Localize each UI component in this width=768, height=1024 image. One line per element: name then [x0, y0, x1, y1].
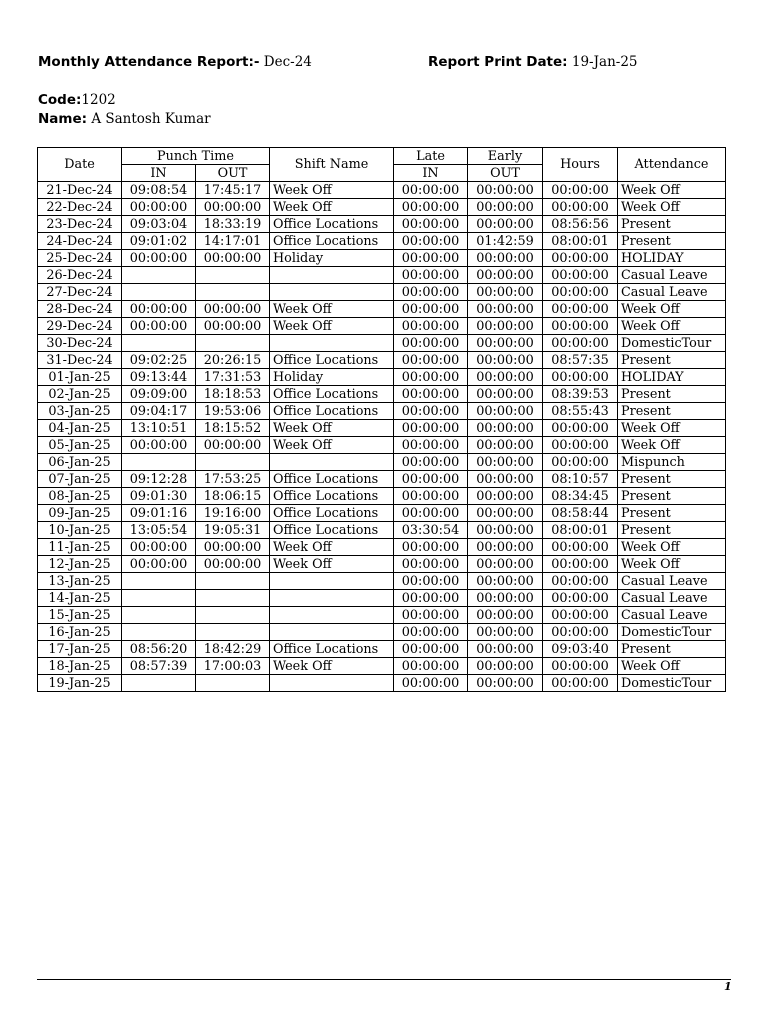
cell-shift-name	[270, 335, 394, 352]
cell-hours: 00:00:00	[543, 454, 618, 471]
cell-shift-name	[270, 573, 394, 590]
cell-hours: 08:56:56	[543, 216, 618, 233]
table-row	[38, 556, 726, 573]
cell-punch-out: 14:17:01	[196, 233, 270, 250]
cell-punch-out	[196, 284, 270, 301]
cell-early-out: 00:00:00	[468, 369, 543, 386]
cell-attendance: Mispunch	[618, 454, 726, 471]
cell-punch-in	[122, 284, 196, 301]
cell-late-in: 00:00:00	[394, 318, 468, 335]
cell-punch-out: 00:00:00	[196, 250, 270, 267]
report-title-label: Monthly Attendance Report:-	[38, 54, 260, 70]
cell-punch-in	[122, 590, 196, 607]
cell-attendance: HOLIDAY	[618, 369, 726, 386]
cell-punch-in: 09:08:54	[122, 182, 196, 199]
cell-attendance: DomesticTour	[618, 335, 726, 352]
cell-late-in: 00:00:00	[394, 488, 468, 505]
header-date: Date	[38, 148, 122, 182]
cell-shift-name: Week Off	[270, 539, 394, 556]
cell-punch-out	[196, 335, 270, 352]
cell-attendance: Casual Leave	[618, 284, 726, 301]
cell-shift-name: Office Locations	[270, 233, 394, 250]
cell-punch-out: 17:00:03	[196, 658, 270, 675]
cell-date: 13-Jan-25	[38, 573, 122, 590]
header-early: Early	[468, 148, 543, 165]
cell-punch-out: 19:16:00	[196, 505, 270, 522]
attendance-table-body	[38, 182, 726, 692]
cell-shift-name: Office Locations	[270, 641, 394, 658]
cell-date: 24-Dec-24	[38, 233, 122, 250]
cell-date: 08-Jan-25	[38, 488, 122, 505]
header-early-out: OUT	[468, 165, 543, 182]
cell-punch-out: 17:31:53	[196, 369, 270, 386]
cell-late-in: 00:00:00	[394, 505, 468, 522]
cell-date: 07-Jan-25	[38, 471, 122, 488]
cell-hours: 00:00:00	[543, 675, 618, 692]
cell-early-out: 01:42:59	[468, 233, 543, 250]
cell-punch-out: 19:53:06	[196, 403, 270, 420]
cell-punch-out	[196, 590, 270, 607]
cell-punch-in: 00:00:00	[122, 199, 196, 216]
cell-late-in: 03:30:54	[394, 522, 468, 539]
cell-punch-out: 18:18:53	[196, 386, 270, 403]
cell-date: 19-Jan-25	[38, 675, 122, 692]
cell-punch-out: 19:05:31	[196, 522, 270, 539]
table-row	[38, 607, 726, 624]
report-print-date	[428, 54, 638, 70]
cell-attendance: DomesticTour	[618, 624, 726, 641]
cell-date: 03-Jan-25	[38, 403, 122, 420]
cell-attendance: Casual Leave	[618, 267, 726, 284]
cell-date: 01-Jan-25	[38, 369, 122, 386]
cell-date: 26-Dec-24	[38, 267, 122, 284]
cell-hours: 00:00:00	[543, 573, 618, 590]
cell-hours: 00:00:00	[543, 335, 618, 352]
cell-shift-name: Office Locations	[270, 386, 394, 403]
cell-shift-name: Week Off	[270, 318, 394, 335]
cell-late-in: 00:00:00	[394, 539, 468, 556]
cell-attendance: Present	[618, 471, 726, 488]
cell-hours: 00:00:00	[543, 658, 618, 675]
cell-shift-name	[270, 267, 394, 284]
cell-late-in: 00:00:00	[394, 658, 468, 675]
cell-punch-in: 09:09:00	[122, 386, 196, 403]
report-title	[38, 54, 312, 70]
cell-late-in: 00:00:00	[394, 199, 468, 216]
cell-date: 27-Dec-24	[38, 284, 122, 301]
cell-late-in: 00:00:00	[394, 250, 468, 267]
cell-shift-name: Office Locations	[270, 352, 394, 369]
cell-punch-in	[122, 573, 196, 590]
cell-attendance: Present	[618, 233, 726, 250]
cell-attendance: Present	[618, 641, 726, 658]
cell-early-out: 00:00:00	[468, 335, 543, 352]
cell-date: 25-Dec-24	[38, 250, 122, 267]
cell-attendance: Present	[618, 403, 726, 420]
cell-hours: 08:10:57	[543, 471, 618, 488]
cell-punch-in: 09:01:02	[122, 233, 196, 250]
cell-early-out: 00:00:00	[468, 420, 543, 437]
cell-punch-in	[122, 607, 196, 624]
cell-early-out: 00:00:00	[468, 522, 543, 539]
cell-punch-in: 13:05:54	[122, 522, 196, 539]
cell-date: 29-Dec-24	[38, 318, 122, 335]
cell-late-in: 00:00:00	[394, 437, 468, 454]
cell-punch-out: 17:53:25	[196, 471, 270, 488]
cell-punch-in: 00:00:00	[122, 556, 196, 573]
table-row	[38, 624, 726, 641]
cell-date: 10-Jan-25	[38, 522, 122, 539]
table-row	[38, 369, 726, 386]
cell-shift-name	[270, 454, 394, 471]
cell-early-out: 00:00:00	[468, 301, 543, 318]
header-late: Late	[394, 148, 468, 165]
cell-punch-in: 08:56:20	[122, 641, 196, 658]
cell-early-out: 00:00:00	[468, 539, 543, 556]
cell-punch-out	[196, 675, 270, 692]
cell-early-out: 00:00:00	[468, 318, 543, 335]
cell-early-out: 00:00:00	[468, 182, 543, 199]
cell-late-in: 00:00:00	[394, 590, 468, 607]
cell-late-in: 00:00:00	[394, 624, 468, 641]
table-row	[38, 267, 726, 284]
table-row	[38, 471, 726, 488]
table-row	[38, 284, 726, 301]
cell-punch-out: 18:06:15	[196, 488, 270, 505]
cell-hours: 00:00:00	[543, 607, 618, 624]
cell-early-out: 00:00:00	[468, 556, 543, 573]
cell-attendance: Week Off	[618, 437, 726, 454]
cell-date: 18-Jan-25	[38, 658, 122, 675]
cell-early-out: 00:00:00	[468, 250, 543, 267]
cell-late-in: 00:00:00	[394, 369, 468, 386]
cell-punch-out	[196, 267, 270, 284]
cell-shift-name: Office Locations	[270, 522, 394, 539]
cell-shift-name: Week Off	[270, 658, 394, 675]
table-row	[38, 403, 726, 420]
table-row	[38, 539, 726, 556]
cell-shift-name: Office Locations	[270, 216, 394, 233]
cell-shift-name: Office Locations	[270, 488, 394, 505]
cell-attendance: Casual Leave	[618, 590, 726, 607]
cell-late-in: 00:00:00	[394, 607, 468, 624]
cell-late-in: 00:00:00	[394, 471, 468, 488]
cell-punch-in	[122, 454, 196, 471]
table-row	[38, 301, 726, 318]
table-row	[38, 199, 726, 216]
employee-code	[38, 92, 116, 108]
table-row	[38, 658, 726, 675]
cell-hours: 00:00:00	[543, 556, 618, 573]
cell-hours: 00:00:00	[543, 182, 618, 199]
cell-early-out: 00:00:00	[468, 386, 543, 403]
cell-shift-name	[270, 675, 394, 692]
cell-early-out: 00:00:00	[468, 454, 543, 471]
cell-date: 09-Jan-25	[38, 505, 122, 522]
cell-late-in: 00:00:00	[394, 284, 468, 301]
cell-shift-name: Week Off	[270, 556, 394, 573]
cell-date: 16-Jan-25	[38, 624, 122, 641]
cell-late-in: 00:00:00	[394, 573, 468, 590]
cell-date: 04-Jan-25	[38, 420, 122, 437]
employee-name	[38, 111, 211, 127]
cell-hours: 00:00:00	[543, 318, 618, 335]
cell-punch-in	[122, 675, 196, 692]
cell-attendance: Week Off	[618, 182, 726, 199]
cell-hours: 08:34:45	[543, 488, 618, 505]
cell-early-out: 00:00:00	[468, 675, 543, 692]
cell-punch-in: 09:01:16	[122, 505, 196, 522]
cell-late-in: 00:00:00	[394, 352, 468, 369]
cell-punch-out: 17:45:17	[196, 182, 270, 199]
cell-punch-out: 00:00:00	[196, 301, 270, 318]
cell-early-out: 00:00:00	[468, 624, 543, 641]
cell-early-out: 00:00:00	[468, 352, 543, 369]
cell-punch-in: 13:10:51	[122, 420, 196, 437]
table-row	[38, 182, 726, 199]
cell-date: 11-Jan-25	[38, 539, 122, 556]
name-value: A Santosh Kumar	[91, 111, 211, 127]
table-row	[38, 216, 726, 233]
cell-punch-out: 00:00:00	[196, 199, 270, 216]
cell-attendance: DomesticTour	[618, 675, 726, 692]
cell-shift-name: Holiday	[270, 369, 394, 386]
cell-attendance: Casual Leave	[618, 573, 726, 590]
report-month: Dec-24	[263, 54, 312, 70]
header-attendance: Attendance	[618, 148, 726, 182]
cell-date: 02-Jan-25	[38, 386, 122, 403]
cell-shift-name: Week Off	[270, 199, 394, 216]
cell-late-in: 00:00:00	[394, 267, 468, 284]
cell-date: 21-Dec-24	[38, 182, 122, 199]
cell-date: 14-Jan-25	[38, 590, 122, 607]
cell-early-out: 00:00:00	[468, 488, 543, 505]
table-row	[38, 454, 726, 471]
cell-attendance: Week Off	[618, 199, 726, 216]
cell-hours: 00:00:00	[543, 624, 618, 641]
cell-late-in: 00:00:00	[394, 301, 468, 318]
cell-attendance: Week Off	[618, 658, 726, 675]
cell-hours: 00:00:00	[543, 437, 618, 454]
cell-date: 22-Dec-24	[38, 199, 122, 216]
cell-early-out: 00:00:00	[468, 284, 543, 301]
cell-late-in: 00:00:00	[394, 335, 468, 352]
print-date-value: 19-Jan-25	[571, 54, 638, 70]
cell-punch-out: 00:00:00	[196, 318, 270, 335]
cell-hours: 08:00:01	[543, 522, 618, 539]
cell-attendance: Present	[618, 505, 726, 522]
table-row	[38, 386, 726, 403]
page-number: 1	[724, 980, 732, 993]
header-punch-time: Punch Time	[122, 148, 270, 165]
header-punch-out: OUT	[196, 165, 270, 182]
header-hours: Hours	[543, 148, 618, 182]
cell-date: 23-Dec-24	[38, 216, 122, 233]
cell-hours: 00:00:00	[543, 267, 618, 284]
table-row	[38, 505, 726, 522]
cell-date: 15-Jan-25	[38, 607, 122, 624]
cell-punch-out: 18:33:19	[196, 216, 270, 233]
cell-late-in: 00:00:00	[394, 556, 468, 573]
cell-punch-out: 18:42:29	[196, 641, 270, 658]
cell-late-in: 00:00:00	[394, 454, 468, 471]
cell-hours: 00:00:00	[543, 369, 618, 386]
cell-punch-out	[196, 624, 270, 641]
table-row	[38, 590, 726, 607]
cell-punch-in	[122, 335, 196, 352]
header-punch-in: IN	[122, 165, 196, 182]
cell-early-out: 00:00:00	[468, 471, 543, 488]
cell-punch-in: 00:00:00	[122, 250, 196, 267]
cell-early-out: 00:00:00	[468, 658, 543, 675]
cell-punch-out	[196, 454, 270, 471]
code-value: 1202	[81, 92, 116, 108]
code-label: Code:	[38, 92, 82, 108]
cell-date: 28-Dec-24	[38, 301, 122, 318]
cell-date: 06-Jan-25	[38, 454, 122, 471]
cell-shift-name	[270, 284, 394, 301]
cell-shift-name	[270, 590, 394, 607]
cell-attendance: Present	[618, 386, 726, 403]
cell-date: 31-Dec-24	[38, 352, 122, 369]
cell-punch-in: 09:01:30	[122, 488, 196, 505]
cell-punch-in: 00:00:00	[122, 301, 196, 318]
cell-punch-in	[122, 624, 196, 641]
cell-punch-out: 00:00:00	[196, 556, 270, 573]
cell-date: 12-Jan-25	[38, 556, 122, 573]
table-row	[38, 522, 726, 539]
cell-early-out: 00:00:00	[468, 403, 543, 420]
cell-early-out: 00:00:00	[468, 505, 543, 522]
cell-hours: 08:57:35	[543, 352, 618, 369]
table-row	[38, 335, 726, 352]
table-header-row	[38, 148, 726, 165]
cell-attendance: Present	[618, 216, 726, 233]
cell-hours: 09:03:40	[543, 641, 618, 658]
cell-punch-in: 09:04:17	[122, 403, 196, 420]
cell-late-in: 00:00:00	[394, 386, 468, 403]
cell-hours: 00:00:00	[543, 539, 618, 556]
cell-shift-name: Week Off	[270, 420, 394, 437]
cell-late-in: 00:00:00	[394, 641, 468, 658]
table-row	[38, 641, 726, 658]
cell-punch-in: 00:00:00	[122, 539, 196, 556]
cell-shift-name	[270, 607, 394, 624]
cell-attendance: Week Off	[618, 539, 726, 556]
cell-punch-in: 09:13:44	[122, 369, 196, 386]
cell-early-out: 00:00:00	[468, 437, 543, 454]
cell-punch-in: 00:00:00	[122, 437, 196, 454]
table-row	[38, 488, 726, 505]
cell-late-in: 00:00:00	[394, 216, 468, 233]
cell-attendance: Week Off	[618, 556, 726, 573]
cell-early-out: 00:00:00	[468, 641, 543, 658]
table-row	[38, 420, 726, 437]
footer-divider	[37, 979, 731, 980]
header-late-in: IN	[394, 165, 468, 182]
table-row	[38, 573, 726, 590]
cell-hours: 08:55:43	[543, 403, 618, 420]
cell-early-out: 00:00:00	[468, 267, 543, 284]
table-row	[38, 233, 726, 250]
cell-shift-name: Office Locations	[270, 505, 394, 522]
cell-punch-out: 20:26:15	[196, 352, 270, 369]
cell-hours: 00:00:00	[543, 284, 618, 301]
cell-attendance: Week Off	[618, 301, 726, 318]
cell-early-out: 00:00:00	[468, 216, 543, 233]
cell-shift-name: Holiday	[270, 250, 394, 267]
cell-shift-name: Week Off	[270, 182, 394, 199]
table-row	[38, 352, 726, 369]
cell-shift-name: Week Off	[270, 437, 394, 454]
cell-punch-in: 09:12:28	[122, 471, 196, 488]
cell-punch-out: 00:00:00	[196, 437, 270, 454]
cell-hours: 00:00:00	[543, 250, 618, 267]
header-shift-name: Shift Name	[270, 148, 394, 182]
cell-late-in: 00:00:00	[394, 420, 468, 437]
cell-hours: 00:00:00	[543, 301, 618, 318]
cell-early-out: 00:00:00	[468, 199, 543, 216]
cell-punch-out: 00:00:00	[196, 539, 270, 556]
cell-date: 05-Jan-25	[38, 437, 122, 454]
table-row	[38, 318, 726, 335]
cell-punch-out: 18:15:52	[196, 420, 270, 437]
cell-attendance: Present	[618, 352, 726, 369]
cell-shift-name	[270, 624, 394, 641]
cell-attendance: Present	[618, 522, 726, 539]
table-row	[38, 675, 726, 692]
table-row	[38, 437, 726, 454]
cell-hours: 00:00:00	[543, 590, 618, 607]
cell-hours: 08:58:44	[543, 505, 618, 522]
cell-punch-in: 09:02:25	[122, 352, 196, 369]
cell-attendance: Present	[618, 488, 726, 505]
cell-punch-in: 00:00:00	[122, 318, 196, 335]
cell-punch-in: 09:03:04	[122, 216, 196, 233]
cell-early-out: 00:00:00	[468, 590, 543, 607]
cell-late-in: 00:00:00	[394, 182, 468, 199]
cell-late-in: 00:00:00	[394, 403, 468, 420]
print-date-label: Report Print Date:	[428, 54, 568, 70]
cell-early-out: 00:00:00	[468, 573, 543, 590]
cell-hours: 08:39:53	[543, 386, 618, 403]
cell-punch-out	[196, 607, 270, 624]
cell-hours: 00:00:00	[543, 199, 618, 216]
cell-attendance: Week Off	[618, 318, 726, 335]
cell-shift-name: Week Off	[270, 301, 394, 318]
cell-hours: 08:00:01	[543, 233, 618, 250]
cell-punch-in	[122, 267, 196, 284]
cell-late-in: 00:00:00	[394, 675, 468, 692]
cell-punch-in: 08:57:39	[122, 658, 196, 675]
cell-date: 30-Dec-24	[38, 335, 122, 352]
cell-shift-name: Office Locations	[270, 471, 394, 488]
cell-hours: 00:00:00	[543, 420, 618, 437]
cell-date: 17-Jan-25	[38, 641, 122, 658]
cell-attendance: HOLIDAY	[618, 250, 726, 267]
cell-early-out: 00:00:00	[468, 607, 543, 624]
table-row	[38, 250, 726, 267]
name-label: Name:	[38, 111, 88, 127]
cell-late-in: 00:00:00	[394, 233, 468, 250]
cell-shift-name: Office Locations	[270, 403, 394, 420]
cell-attendance: Casual Leave	[618, 607, 726, 624]
cell-attendance: Week Off	[618, 420, 726, 437]
attendance-table	[37, 147, 726, 692]
cell-punch-out	[196, 573, 270, 590]
